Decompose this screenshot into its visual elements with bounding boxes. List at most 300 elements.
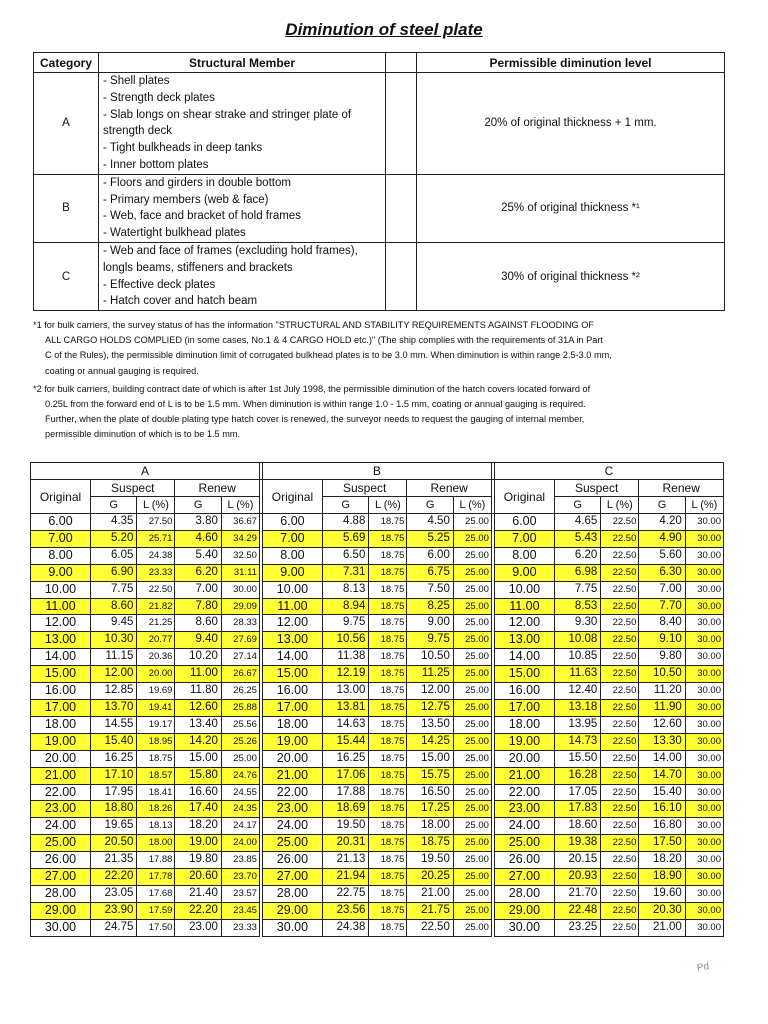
renew-g-cell: 14.20	[175, 733, 221, 750]
member-item: - Inner bottom plates	[103, 157, 381, 174]
original-cell: 16.00	[31, 683, 91, 700]
suspect-l-cell: 18.75	[369, 818, 407, 835]
renew-g-cell: 21.00	[407, 885, 453, 902]
original-cell: 30.00	[31, 919, 91, 936]
suspect-l-cell: 22.50	[601, 699, 639, 716]
suspect-l-cell: 22.50	[601, 615, 639, 632]
original-cell: 27.00	[494, 869, 554, 886]
suspect-g-cell: 20.93	[554, 869, 600, 886]
suspect-l-cell: 18.75	[369, 581, 407, 598]
renew-l-cell: 27.14	[221, 649, 259, 666]
renew-l-cell: 25.00	[453, 632, 491, 649]
renew-l-cell: 30.00	[685, 598, 723, 615]
renew-l-cell: 30.00	[685, 852, 723, 869]
table-row	[31, 581, 724, 598]
renew-g-cell: 12.75	[407, 699, 453, 716]
member-item: - Effective deck plates	[103, 277, 381, 294]
original-cell: 12.00	[31, 615, 91, 632]
original-cell: 10.00	[262, 581, 322, 598]
suspect-g-cell: 14.55	[90, 716, 136, 733]
renew-l-cell: 30.00	[685, 919, 723, 936]
renew-g-cell: 8.25	[407, 598, 453, 615]
renew-g-cell: 4.90	[639, 530, 685, 547]
renew-g-cell: 15.40	[639, 784, 685, 801]
table-row	[31, 683, 724, 700]
renew-g-cell: 16.10	[639, 801, 685, 818]
suspect-l-cell: 18.57	[137, 767, 175, 784]
suspect-l-cell: 22.50	[601, 919, 639, 936]
suspect-g-cell: 13.81	[322, 699, 368, 716]
members-cell	[99, 242, 386, 310]
renew-g-cell: 5.25	[407, 530, 453, 547]
suspect-l-cell: 18.75	[369, 598, 407, 615]
category-row	[34, 73, 725, 175]
renew-g-cell: 3.80	[175, 514, 221, 531]
suspect-g-cell: 7.75	[90, 581, 136, 598]
suspect-g-cell: 18.60	[554, 818, 600, 835]
renew-g-cell: 4.20	[639, 514, 685, 531]
renew-l-cell: 25.00	[453, 530, 491, 547]
renew-g-cell: 15.75	[407, 767, 453, 784]
original-cell: 10.00	[31, 581, 91, 598]
suspect-l-cell: 18.75	[369, 919, 407, 936]
suspect-l-cell: 27.50	[137, 514, 175, 531]
footnote-2	[33, 382, 733, 443]
renew-g-cell: 12.00	[407, 683, 453, 700]
renew-g-cell: 10.50	[639, 666, 685, 683]
suspect-l-cell: 22.50	[601, 581, 639, 598]
original-cell: 21.00	[262, 767, 322, 784]
original-cell: 25.00	[31, 835, 91, 852]
original-cell: 20.00	[31, 750, 91, 767]
suspect-g-cell: 20.31	[322, 835, 368, 852]
original-cell: 21.00	[494, 767, 554, 784]
original-cell: 13.00	[31, 632, 91, 649]
suspect-l-cell: 25.71	[137, 530, 175, 547]
original-cell: 19.00	[31, 733, 91, 750]
renew-g-cell: 11.20	[639, 683, 685, 700]
suspect-g-cell: 21.35	[90, 852, 136, 869]
table-row	[31, 632, 724, 649]
renew-l-cell: 28.33	[221, 615, 259, 632]
suspect-g-cell: 15.40	[90, 733, 136, 750]
renew-l-cell: 30.00	[685, 666, 723, 683]
renew-l-cell: 23.45	[221, 902, 259, 919]
renew-g-cell: 16.50	[407, 784, 453, 801]
original-cell: 18.00	[494, 716, 554, 733]
suspect-header: Suspect	[322, 480, 406, 497]
suspect-l-cell: 22.50	[601, 632, 639, 649]
renew-l-cell: 25.56	[221, 716, 259, 733]
renew-l-cell: 30.00	[685, 649, 723, 666]
renew-l-cell: 25.00	[453, 547, 491, 564]
suspect-g-cell: 15.50	[554, 750, 600, 767]
suspect-l-cell: 18.75	[369, 632, 407, 649]
category-cell: C	[34, 242, 99, 310]
renew-l-cell: 30.00	[685, 750, 723, 767]
renew-l-cell: 30.00	[685, 564, 723, 581]
suspect-l-cell: 18.75	[369, 733, 407, 750]
renew-l-cell: 30.00	[685, 699, 723, 716]
suspect-g-cell: 17.06	[322, 767, 368, 784]
renew-g-cell: 21.75	[407, 902, 453, 919]
suspect-g-cell: 22.48	[554, 902, 600, 919]
renew-l-cell: 25.00	[453, 818, 491, 835]
renew-g-cell: 5.60	[639, 547, 685, 564]
spacer-cell	[386, 73, 417, 175]
renew-l-cell: 30.00	[685, 902, 723, 919]
member-item: - Shell plates	[103, 73, 381, 90]
footnotes	[33, 318, 733, 446]
suspect-l-cell: 19.69	[137, 683, 175, 700]
member-item: - Hatch cover and hatch beam	[103, 293, 381, 310]
renew-l-cell: 23.33	[221, 919, 259, 936]
suspect-l-cell: 18.75	[369, 852, 407, 869]
renew-g-cell: 5.40	[175, 547, 221, 564]
renew-l-cell: 30.00	[221, 581, 259, 598]
suspect-l-cell: 22.50	[601, 784, 639, 801]
suspect-l-cell: 22.50	[601, 530, 639, 547]
suspect-g-cell: 12.00	[90, 666, 136, 683]
renew-l-cell: 30.00	[685, 615, 723, 632]
table-row	[31, 801, 724, 818]
renew-header: Renew	[639, 480, 724, 497]
renew-l-cell: 25.00	[453, 852, 491, 869]
suspect-g-cell: 21.13	[322, 852, 368, 869]
suspect-g-cell: 23.05	[90, 885, 136, 902]
original-cell: 28.00	[494, 885, 554, 902]
renew-g-cell: 9.00	[407, 615, 453, 632]
renew-l-cell: 24.00	[221, 835, 259, 852]
original-cell: 13.00	[262, 632, 322, 649]
original-cell: 18.00	[31, 716, 91, 733]
suspect-g-cell: 6.20	[554, 547, 600, 564]
renew-g-cell: 11.90	[639, 699, 685, 716]
renew-l-cell: 30.00	[685, 733, 723, 750]
table-row	[31, 902, 724, 919]
original-cell: 29.00	[262, 902, 322, 919]
renew-g-cell: 9.10	[639, 632, 685, 649]
renew-g-cell: 21.00	[639, 919, 685, 936]
table-row	[31, 547, 724, 564]
suspect-g-cell: 13.70	[90, 699, 136, 716]
original-cell: 26.00	[31, 852, 91, 869]
suspect-l-cell: 18.13	[137, 818, 175, 835]
suspect-l-cell: 18.75	[369, 683, 407, 700]
suspect-g-cell: 8.94	[322, 598, 368, 615]
suspect-l-cell: 20.36	[137, 649, 175, 666]
renew-g-cell: 8.60	[175, 615, 221, 632]
table-row	[31, 919, 724, 936]
original-cell: 23.00	[494, 801, 554, 818]
level-cell: 25% of original thickness *¹	[417, 174, 725, 242]
renew-g-cell: 15.00	[407, 750, 453, 767]
note-line: C of the Rules), the permissible diminution limit of corrugated bulkhead plates is to be 3.0 mm. When diminution is within range 2.5-3.0 mm,	[45, 350, 612, 361]
original-cell: 26.00	[494, 852, 554, 869]
original-cell: 19.00	[494, 733, 554, 750]
renew-g-cell: 19.60	[639, 885, 685, 902]
original-cell: 18.00	[262, 716, 322, 733]
table-row	[31, 869, 724, 886]
original-cell: 7.00	[494, 530, 554, 547]
suspect-l-cell: 22.50	[601, 649, 639, 666]
original-cell: 28.00	[31, 885, 91, 902]
renew-l-cell: 25.00	[453, 649, 491, 666]
suspect-g-cell: 20.50	[90, 835, 136, 852]
renew-l-cell: 30.00	[685, 514, 723, 531]
suspect-g-cell: 16.28	[554, 767, 600, 784]
renew-g-cell: 15.80	[175, 767, 221, 784]
table-row	[31, 514, 724, 531]
renew-l-cell: 30.00	[685, 530, 723, 547]
suspect-g-cell: 23.56	[322, 902, 368, 919]
footnote-1	[33, 318, 733, 379]
original-cell: 22.00	[31, 784, 91, 801]
renew-l-cell: 30.00	[685, 632, 723, 649]
suspect-g-cell: 6.05	[90, 547, 136, 564]
member-item: - Primary members (web & face)	[103, 192, 381, 209]
suspect-l-cell: 17.50	[137, 919, 175, 936]
renew-g-cell: 16.60	[175, 784, 221, 801]
renew-l-cell: 32.50	[221, 547, 259, 564]
original-cell: 11.00	[31, 598, 91, 615]
renew-g-cell: 9.75	[407, 632, 453, 649]
note-line: ALL CARGO HOLDS COMPLIED (in some cases, No.1 & 4 CARGO HOLD etc.)" (The ship complies with the requirements of 31A in Part	[45, 335, 603, 346]
suspect-l-cell: 22.50	[601, 852, 639, 869]
renew-g-cell: 17.40	[175, 801, 221, 818]
suspect-l-cell: 22.50	[601, 902, 639, 919]
renew-g-cell: 20.25	[407, 869, 453, 886]
original-cell: 20.00	[494, 750, 554, 767]
members-cell	[99, 174, 386, 242]
renew-g-cell: 18.75	[407, 835, 453, 852]
suspect-l-cell: 22.50	[601, 598, 639, 615]
renew-g-cell: 7.70	[639, 598, 685, 615]
suspect-g-cell: 16.25	[90, 750, 136, 767]
member-header: Structural Member	[99, 53, 386, 73]
renew-l-cell: 25.00	[453, 919, 491, 936]
spacer-header	[386, 53, 417, 73]
renew-l-cell: 25.00	[453, 666, 491, 683]
member-item: - Watertight bulkhead plates	[103, 225, 381, 242]
note-line: *1 for bulk carriers, the survey status of has the information "STRUCTURAL AND STABILITY REQUIREMENTS AGAINST FLOODING OF	[33, 320, 594, 330]
original-cell: 25.00	[494, 835, 554, 852]
suspect-g-cell: 24.75	[90, 919, 136, 936]
suspect-l-cell: 18.75	[369, 615, 407, 632]
level-header: Permissible diminution level	[417, 53, 725, 73]
original-cell: 29.00	[494, 902, 554, 919]
category-cell: A	[34, 73, 99, 175]
renew-l-cell: 30.00	[685, 784, 723, 801]
renew-g-cell: 14.00	[639, 750, 685, 767]
suspect-g-cell: 10.30	[90, 632, 136, 649]
suspect-l-cell: 22.50	[601, 716, 639, 733]
renew-g-cell: 11.25	[407, 666, 453, 683]
renew-l-cell: 24.76	[221, 767, 259, 784]
original-cell: 29.00	[31, 902, 91, 919]
renew-g-cell: 22.50	[407, 919, 453, 936]
original-cell: 11.00	[494, 598, 554, 615]
suspect-l-cell: 22.50	[601, 733, 639, 750]
original-cell: 27.00	[262, 869, 322, 886]
suspect-g-cell: 11.15	[90, 649, 136, 666]
table-row	[31, 666, 724, 683]
suspect-g-cell: 13.18	[554, 699, 600, 716]
suspect-g-cell: 17.10	[90, 767, 136, 784]
renew-g-cell: 18.00	[407, 818, 453, 835]
renew-g-cell: 6.20	[175, 564, 221, 581]
table-row	[31, 750, 724, 767]
g-header: G	[322, 497, 368, 514]
original-cell: 17.00	[262, 699, 322, 716]
suspect-header: Suspect	[90, 480, 174, 497]
renew-g-cell: 21.40	[175, 885, 221, 902]
suspect-l-cell: 24.38	[137, 547, 175, 564]
suspect-l-cell: 22.50	[137, 581, 175, 598]
renew-g-cell: 4.50	[407, 514, 453, 531]
suspect-g-cell: 8.60	[90, 598, 136, 615]
original-cell: 22.00	[494, 784, 554, 801]
original-cell: 24.00	[494, 818, 554, 835]
suspect-g-cell: 4.88	[322, 514, 368, 531]
renew-g-cell: 12.60	[175, 699, 221, 716]
suspect-g-cell: 9.30	[554, 615, 600, 632]
original-header: Original	[494, 480, 554, 514]
renew-l-cell: 25.00	[453, 885, 491, 902]
renew-g-cell: 9.40	[175, 632, 221, 649]
original-cell: 9.00	[262, 564, 322, 581]
renew-g-cell: 22.20	[175, 902, 221, 919]
suspect-g-cell: 21.94	[322, 869, 368, 886]
renew-g-cell: 14.70	[639, 767, 685, 784]
table-row	[31, 818, 724, 835]
renew-g-cell: 20.30	[639, 902, 685, 919]
renew-g-cell: 18.90	[639, 869, 685, 886]
renew-g-cell: 15.00	[175, 750, 221, 767]
member-item: - Web and face of frames (excluding hold frames), longls beams, stiffeners and brackets	[103, 243, 381, 277]
suspect-g-cell: 4.35	[90, 514, 136, 531]
suspect-g-cell: 12.85	[90, 683, 136, 700]
suspect-g-cell: 17.88	[322, 784, 368, 801]
note-line: 0.25L from the forward end of L is to be 1.5 mm. When diminution is within range 1.0 - 1.5 mm, coating or annual gauging is required.	[45, 399, 586, 410]
renew-l-cell: 27.69	[221, 632, 259, 649]
suspect-g-cell: 24.38	[322, 919, 368, 936]
page-title: Diminution of steel plate	[285, 20, 483, 39]
suspect-g-cell: 15.44	[322, 733, 368, 750]
suspect-l-cell: 17.59	[137, 902, 175, 919]
suspect-g-cell: 19.65	[90, 818, 136, 835]
original-cell: 23.00	[31, 801, 91, 818]
suspect-l-cell: 22.50	[601, 767, 639, 784]
suspect-g-cell: 9.75	[322, 615, 368, 632]
members-cell	[99, 73, 386, 175]
renew-g-cell: 6.30	[639, 564, 685, 581]
l-header: L (%)	[369, 497, 407, 514]
suspect-l-cell: 17.88	[137, 852, 175, 869]
suspect-g-cell: 6.50	[322, 547, 368, 564]
original-cell: 17.00	[494, 699, 554, 716]
suspect-g-cell: 11.63	[554, 666, 600, 683]
renew-l-cell: 34.29	[221, 530, 259, 547]
original-cell: 27.00	[31, 869, 91, 886]
member-item: - Floors and girders in double bottom	[103, 175, 381, 192]
original-cell: 12.00	[494, 615, 554, 632]
original-cell: 25.00	[262, 835, 322, 852]
suspect-l-cell: 22.50	[601, 869, 639, 886]
suspect-l-cell: 17.68	[137, 885, 175, 902]
suspect-l-cell: 18.00	[137, 835, 175, 852]
renew-l-cell: 25.00	[453, 581, 491, 598]
category-table	[33, 52, 725, 311]
suspect-l-cell: 22.50	[601, 547, 639, 564]
suspect-l-cell: 22.50	[601, 885, 639, 902]
renew-l-cell: 29.09	[221, 598, 259, 615]
original-cell: 9.00	[31, 564, 91, 581]
renew-g-cell: 6.00	[407, 547, 453, 564]
suspect-l-cell: 18.75	[369, 902, 407, 919]
suspect-l-cell: 18.75	[369, 699, 407, 716]
member-item: - Tight bulkheads in deep tanks	[103, 140, 381, 157]
table-row	[31, 835, 724, 852]
original-cell: 24.00	[31, 818, 91, 835]
original-cell: 30.00	[494, 919, 554, 936]
suspect-g-cell: 5.20	[90, 530, 136, 547]
suspect-g-cell: 18.80	[90, 801, 136, 818]
suspect-l-cell: 20.77	[137, 632, 175, 649]
renew-l-cell: 25.00	[221, 750, 259, 767]
suspect-g-cell: 17.05	[554, 784, 600, 801]
renew-g-cell: 20.60	[175, 869, 221, 886]
suspect-g-cell: 22.75	[322, 885, 368, 902]
suspect-g-cell: 7.31	[322, 564, 368, 581]
suspect-l-cell: 22.50	[601, 514, 639, 531]
page-stamp: Pd	[696, 961, 710, 974]
suspect-g-cell: 17.83	[554, 801, 600, 818]
original-cell: 6.00	[31, 514, 91, 531]
suspect-l-cell: 18.75	[137, 750, 175, 767]
suspect-g-cell: 23.25	[554, 919, 600, 936]
suspect-l-cell: 23.33	[137, 564, 175, 581]
category-header: Category	[34, 53, 99, 73]
renew-l-cell: 25.00	[453, 869, 491, 886]
renew-l-cell: 25.00	[453, 716, 491, 733]
table-row	[31, 784, 724, 801]
renew-l-cell: 26.25	[221, 683, 259, 700]
suspect-g-cell: 11.38	[322, 649, 368, 666]
suspect-l-cell: 18.75	[369, 649, 407, 666]
suspect-l-cell: 22.50	[601, 835, 639, 852]
renew-l-cell: 23.57	[221, 885, 259, 902]
original-cell: 16.00	[262, 683, 322, 700]
suspect-g-cell: 8.53	[554, 598, 600, 615]
renew-g-cell: 11.00	[175, 666, 221, 683]
note-line: permissible diminution of which is to be 1.5 mm.	[45, 429, 241, 440]
l-header: L (%)	[221, 497, 259, 514]
original-cell: 14.00	[31, 649, 91, 666]
l-header: L (%)	[685, 497, 723, 514]
renew-l-cell: 24.17	[221, 818, 259, 835]
suspect-g-cell: 14.73	[554, 733, 600, 750]
original-cell: 7.00	[31, 530, 91, 547]
table-row	[31, 767, 724, 784]
suspect-g-cell: 13.00	[322, 683, 368, 700]
original-cell: 30.00	[262, 919, 322, 936]
original-cell: 28.00	[262, 885, 322, 902]
suspect-g-cell: 5.43	[554, 530, 600, 547]
table-row	[31, 852, 724, 869]
original-cell: 8.00	[31, 547, 91, 564]
renew-l-cell: 30.00	[685, 801, 723, 818]
